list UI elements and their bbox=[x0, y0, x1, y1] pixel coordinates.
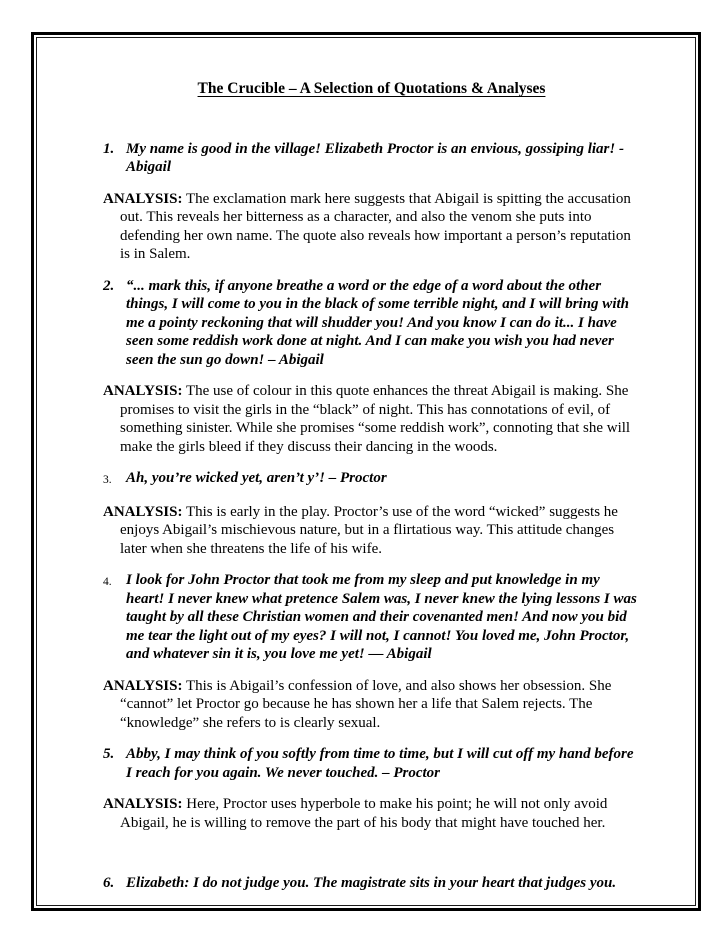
quote-number: 4. bbox=[103, 576, 112, 588]
document-title: The Crucible – A Selection of Quotations & Analyses bbox=[197, 80, 546, 97]
quote-item bbox=[103, 571, 640, 664]
quote-text: I look for John Proctor that took me from my sleep and put knowledge in my heart! I never knew what pretence Salem was, I never knew the lying lessons I was taught by all these Christian women and their covenanted men! And now you bid me tear the light out of my eyes? I will not, I cannot! You loved me, John Proctor, and whatever sin it is, you love me yet! — Abigail bbox=[126, 572, 637, 662]
quote-item bbox=[103, 277, 640, 370]
quote-text: “... mark this, if anyone breathe a word or the edge of a word about the other things, I will come to you in the black of some terrible night, and I will bring with me a pointy reckoning that will shudder you! And you know I can do it... I have seen some reddish work done at night. And I can make you wish you had never seen the sun go down! – Abigail bbox=[126, 277, 629, 368]
analysis-text: The use of colour in this quote enhances the threat Abigail is making. She promises to visit the girls in the “black” of night. This has connotations of evil, of something sinister. While she promises “some reddish work”, connoting that she will make the girls bleed if they discuss their dancing in the woods. bbox=[120, 383, 631, 455]
page-border bbox=[31, 32, 701, 911]
quote-item bbox=[103, 469, 640, 490]
analysis-paragraph bbox=[103, 382, 640, 456]
quote-number: 3. bbox=[103, 474, 112, 486]
quote-text: My name is good in the village! Elizabeth Proctor is an envious, gossiping liar! - Abigail bbox=[126, 140, 624, 175]
analysis-text: This is early in the play. Proctor’s use of the word “wicked” suggests he enjoys Abigail’s mischievous nature, but in a flirtatious way. This attitude changes later when she threatens the life of his wife. bbox=[120, 503, 618, 557]
analysis-text: The exclamation mark here suggests that Abigail is spitting the accusation out. This reveals her bitterness as a character, and also the venom she puts into defending her own name. The quote also reveals how important a person’s reputation is in Salem. bbox=[120, 190, 631, 262]
quote-number: 2. bbox=[103, 277, 115, 294]
analysis-label: ANALYSIS: bbox=[103, 383, 183, 399]
quote-text: Ah, you’re wicked yet, aren’t y’! – Proctor bbox=[126, 470, 387, 486]
analysis-label: ANALYSIS: bbox=[103, 796, 183, 812]
quote-item bbox=[103, 745, 640, 782]
analysis-text: Here, Proctor uses hyperbole to make his point; he will not only avoid Abigail, he is willing to remove the part of his body that might have touched her. bbox=[120, 796, 608, 831]
quote-number: 5. bbox=[103, 746, 115, 762]
analysis-paragraph bbox=[103, 795, 640, 832]
quote-number: 6. bbox=[103, 875, 115, 891]
analysis-label: ANALYSIS: bbox=[103, 503, 183, 520]
quote-item bbox=[103, 140, 640, 177]
quote-text: Elizabeth: I do not judge you. The magistrate sits in your heart that judges you. bbox=[126, 875, 617, 891]
analysis-paragraph bbox=[103, 503, 640, 559]
analysis-label: ANALYSIS: bbox=[103, 677, 183, 694]
quote-text: Abby, I may think of you softly from time to time, but I will cut off my hand before I reach for you again. We never touched. – Proctor bbox=[126, 746, 634, 781]
document-content bbox=[37, 38, 695, 905]
quote-number: 1. bbox=[103, 140, 115, 157]
analysis-text: This is Abigail’s confession of love, and also shows her obsession. She “cannot” let Proctor go because he has shown her a life that Salem rejects. The “knowledge” she refers to is clearly sexual. bbox=[120, 677, 612, 731]
analysis-label: ANALYSIS: bbox=[103, 190, 183, 207]
analysis-paragraph bbox=[103, 677, 640, 733]
quotes-list bbox=[103, 140, 640, 893]
quote-item bbox=[103, 874, 640, 893]
analysis-paragraph bbox=[103, 190, 640, 264]
page-border-inner bbox=[36, 37, 696, 906]
